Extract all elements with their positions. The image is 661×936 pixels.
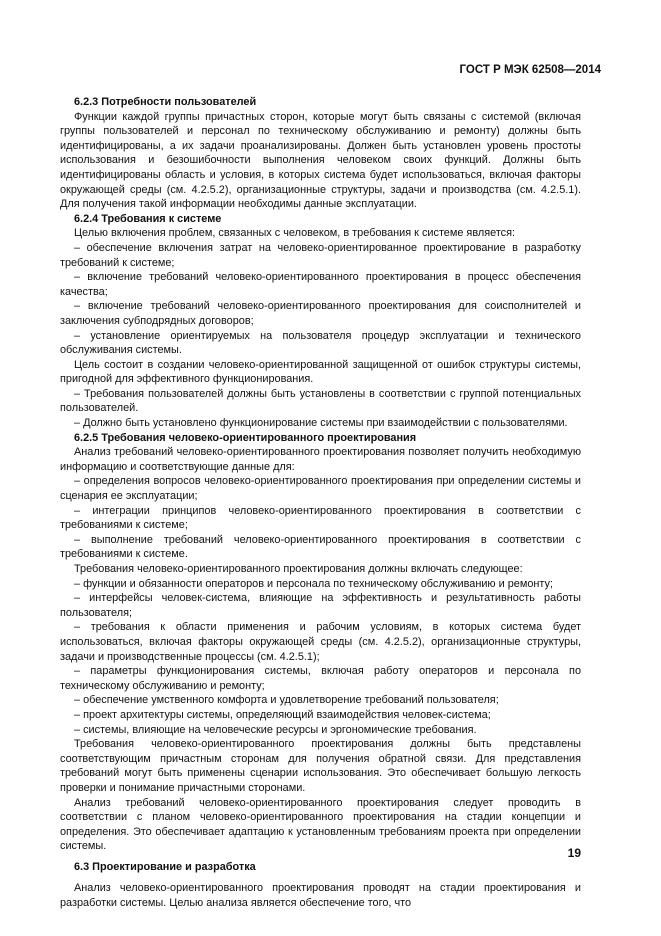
- list-item: – проект архитектуры системы, определяющий взаимодействия человек-система;: [74, 708, 491, 721]
- paragraph: Анализ требований человеко-ориентированного проектирования позволяет получить необходимую информацию и соответствующие данные для:: [60, 446, 581, 473]
- subsection-heading: 6.2.5 Требования человеко-ориентированного проектирования: [74, 431, 417, 444]
- list-item: – интеграции принципов человеко-ориентированного проектирования в соответствии с требованиями к системе;: [60, 504, 581, 532]
- subsection-heading: 6.2.3 Потребности пользователей: [74, 96, 257, 108]
- list-item: – Должно быть установлено функционирование системы при взаимодействии с пользователями.: [74, 417, 568, 430]
- list-item: – параметры функционирования системы, включая работу операторов и персонала по техническому обслуживанию и ремонту;: [60, 665, 581, 692]
- list-item: – установление ориентируемых на пользователя процедур эксплуатации и технического обслуживания системы.: [60, 329, 581, 357]
- paragraph: Целью включения проблем, связанных с человеком, в требования к системе является:: [74, 227, 516, 240]
- list-item: – определения вопросов человеко-ориентированного проектирования при определении системы и сценария ее эксплуатации;: [60, 475, 581, 503]
- list-item: – интерфейсы человек-система, влияющие на эффективность и результативность работы пользователя;: [60, 592, 581, 619]
- list-item: – Требования пользователей должны быть установлены в соответствии с группой потенциальных пользователей.: [60, 387, 581, 415]
- paragraph: Требования человеко-ориентированного проектирования должны быть представлены соответствующим причастным сторонам для получения обратной связи. Для представления требований могут быть применены сценарии использования. Это обеспечивает большую легкость проверки и понимание причастными сторонами.: [60, 738, 581, 794]
- list-item: – выполнение требований человеко-ориентированного проектирования в соответствии с требованиями к системе.: [60, 533, 581, 561]
- list-item: – функции и обязанности операторов и персонала по техническому обслуживанию и ремонту;: [74, 577, 553, 590]
- list-item: – включение требований человеко-ориентированного проектирования для соисполнителей и заключения субподрядных договоров;: [60, 300, 581, 327]
- page-number: 19: [567, 846, 581, 860]
- list-item: – включение требований человеко-ориентированного проектирования в процесс обеспечения качества;: [60, 271, 581, 298]
- section-heading: 6.3 Проектирование и разработка: [74, 860, 256, 873]
- document-body: [60, 95, 581, 911]
- paragraph: Цель состоит в создании человеко-ориентированной защищенной от ошибок структуры системы, пригодной для эффективного функционирования.: [60, 358, 581, 386]
- subsection-heading: 6.2.4 Требования к системе: [74, 212, 222, 225]
- list-item: – системы, влияющие на человеческие ресурсы и эргономические требования.: [74, 723, 477, 736]
- list-item: – требования к области применения и рабочим условиям, в которых система будет использоваться, включая факторы окружающей среды (см. 4.2.5.2), организационные структуры, задачи и производственные процессы (см. 4.2.5.1);: [60, 621, 581, 663]
- paragraph: Анализ человеко-ориентированного проектирования проводят на стадии проектирования и разработки системы. Целью анализа является обеспечение того, что: [60, 882, 581, 910]
- list-item: – обеспечение умственного комфорта и удовлетворение требований пользователя;: [74, 694, 499, 707]
- paragraph: Функции каждой группы причастных сторон, которые могут быть связаны с системой (включая группы пользователей и персонал по техническому обслуживанию и ремонту) должны быть идентифицированы, а их задачи проанализированы. Должен быть установлен уровень простоты использования и безошибочности выполнения человеком своих функций. Должны быть идентифицированы область и условия, в которых система будет использоваться, включая факторы окружающей среды (см. 4.2.5.2), организационные структуры, задачи и производства (см. 4.2.5.1). Для получения такой информации необходимы данные эксплуатации.: [60, 110, 581, 211]
- document-code: ГОСТ Р МЭК 62508—2014: [459, 64, 601, 76]
- paragraph: Требования человеко-ориентированного проектирования должны включать следующее:: [74, 563, 523, 575]
- paragraph: Анализ требований человеко-ориентированного проектирования следует проводить в соответствии с планом человеко-ориентированного проектирования на стадии концепции и определения. Это обеспечивает адаптацию к установленным требованиям проекта при определении системы.: [60, 796, 581, 853]
- list-item: – обеспечение включения затрат на человеко-ориентированное проектирование в разработку требований к системе;: [60, 241, 581, 269]
